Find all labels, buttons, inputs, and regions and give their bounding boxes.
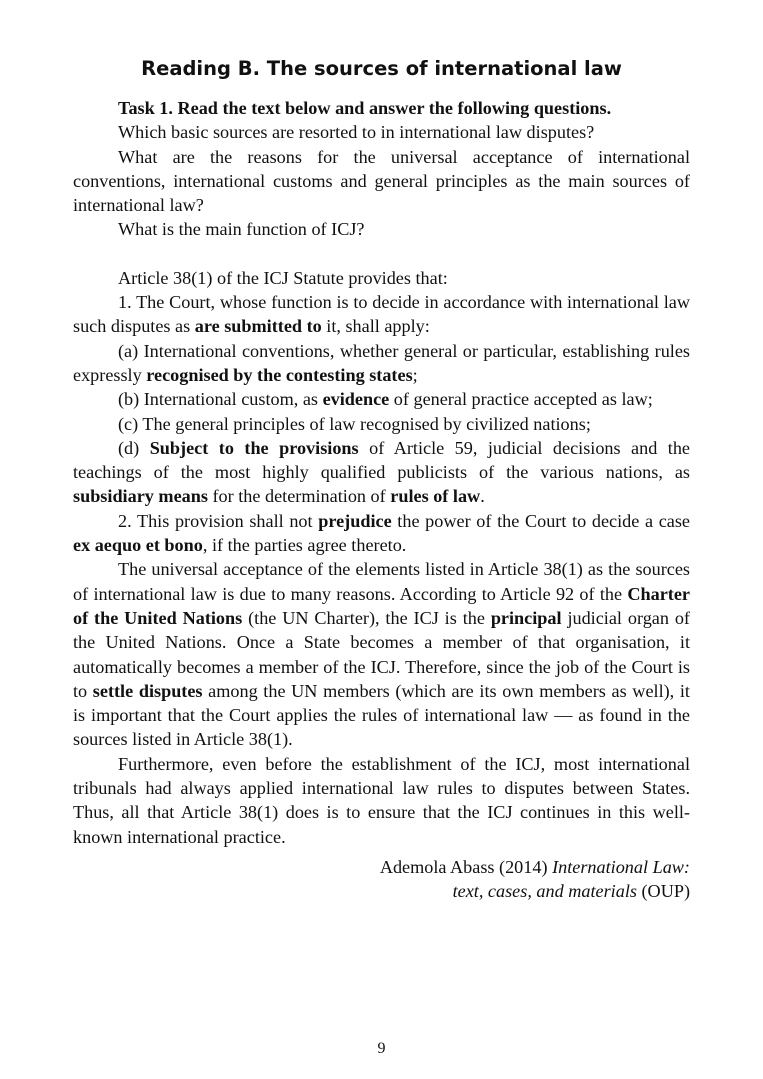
page-title: Reading B. The sources of international law [141, 57, 622, 80]
paragraph-1: 1. The Court, whose function is to decide in accordance with international law such disputes as are submitted to it, shall apply: [73, 292, 690, 337]
page-content [73, 56, 690, 904]
paragraph-a: (a) International conventions, whether general or particular, establishing rules expressly recognised by the contesting states; [73, 340, 690, 385]
page-number: 9 [377, 1040, 386, 1057]
paragraph-c: (c) The general principles of law recognised by civilized nations; [118, 413, 591, 434]
paragraph-d: (d) Subject to the provisions of Article 59, judicial decisions and the teachings of the most highly qualified publicists of the various nations, as subsidiary means for the determination of rules of law. [73, 437, 691, 507]
paragraph-3: The universal acceptance of the elements listed in Article 38(1) as the sources of international law is due to many reasons. According to Article 92 of the Charter of the United Nations (the UN Charter), the ICJ is the principal judicial organ of the United Nations. Once a State becomes a member of that organisation, it automatically becomes a member of the ICJ. Therefore, since the job of the Court is to settle disputes among the UN members (which are its own members as well), it is important that the Court applies the rules of international law — as found in the sources listed in Article 38(1). [73, 559, 690, 750]
question-1: Which basic sources are resorted to in international law disputes? [118, 122, 595, 143]
paragraph-4: Furthermore, even before the establishment of the ICJ, most international tribunals had always applied international law rules to disputes between States. Thus, all that Article 38(1) does is to ensure that the ICJ continues in this well-known international practice. [73, 753, 690, 847]
task-heading: Task 1. Read the text below and answer the following questions. [118, 98, 612, 118]
source-citation: Ademola Abass (2014) International Law: text, cases, and materials (OUP) [379, 856, 690, 902]
paragraph-b: (b) International custom, as evidence of general practice accepted as law; [118, 389, 653, 410]
question-2: What are the reasons for the universal acceptance of international conventions, international customs and general principles as the main sources of international law? [73, 146, 690, 216]
spacer [73, 242, 690, 266]
question-3: What is the main function of ICJ? [118, 219, 365, 240]
paragraph-2: 2. This provision shall not prejudice the power of the Court to decide a case ex aequo et bono, if the parties agree thereto. [73, 510, 690, 556]
article-intro: Article 38(1) of the ICJ Statute provides that: [118, 267, 448, 288]
